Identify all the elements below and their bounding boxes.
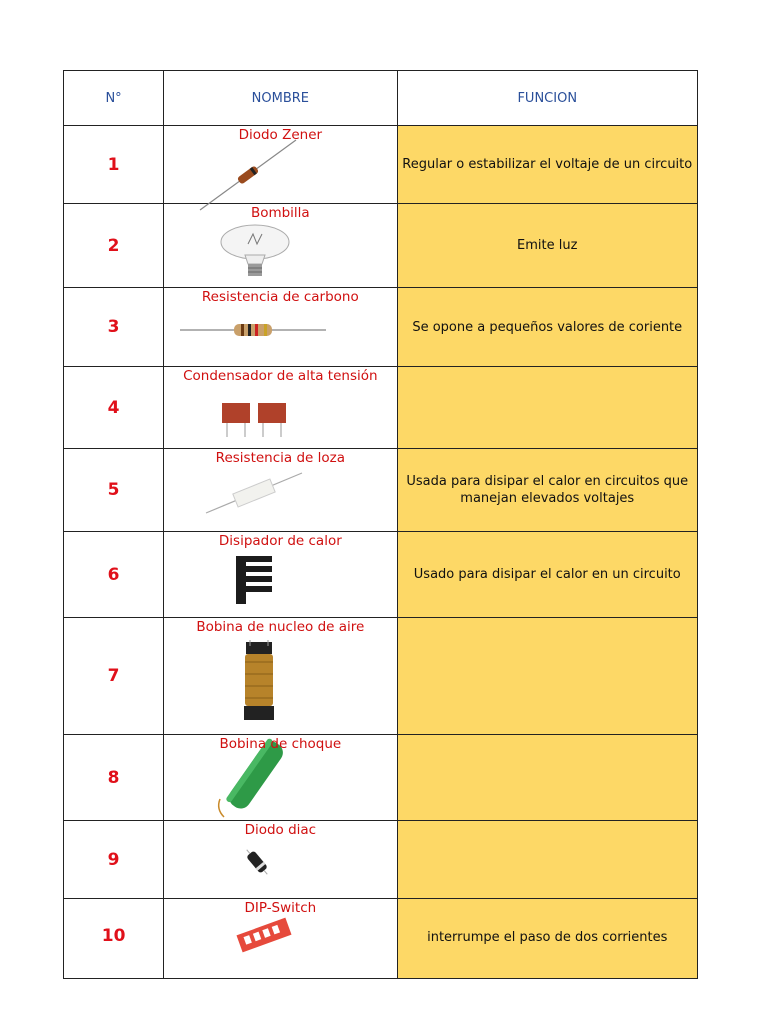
row-number: 8 xyxy=(64,735,164,821)
table-row xyxy=(64,735,698,821)
row-function: interrumpe el paso de dos corrientes xyxy=(397,899,697,979)
components-table xyxy=(63,70,698,979)
row-number: 9 xyxy=(64,821,164,899)
row-name: DIP-Switch xyxy=(244,900,317,916)
high-voltage-capacitor-icon xyxy=(220,401,290,441)
row-name: Diodo Zener xyxy=(238,127,323,143)
row-name-cell xyxy=(164,449,397,532)
row-name-cell xyxy=(164,126,397,204)
row-number: 5 xyxy=(64,449,164,532)
row-name: Disipador de calor xyxy=(218,533,342,549)
row-function: Usada para disipar el calor en circuitos que manejan elevados voltajes xyxy=(397,449,697,532)
row-name: Resistencia de loza xyxy=(215,450,345,466)
row-number: 7 xyxy=(64,618,164,735)
row-name-cell xyxy=(164,821,397,899)
row-function xyxy=(397,367,697,449)
diac-diode-icon xyxy=(242,845,272,879)
row-name-cell xyxy=(164,532,397,618)
header-number: N° xyxy=(64,71,164,126)
row-name: Condensador de alta tensión xyxy=(183,368,378,384)
row-name-cell xyxy=(164,899,397,979)
table-row xyxy=(64,899,698,979)
row-function: Emite luz xyxy=(397,204,697,288)
row-number: 3 xyxy=(64,288,164,367)
row-name: Bobina de choque xyxy=(219,736,342,752)
row-name-cell xyxy=(164,288,397,367)
row-number: 1 xyxy=(64,126,164,204)
header-function: FUNCION xyxy=(397,71,697,126)
header-row xyxy=(64,71,698,126)
row-number: 6 xyxy=(64,532,164,618)
row-name-cell xyxy=(164,618,397,735)
row-name-cell xyxy=(164,204,397,288)
row-name: Resistencia de carbono xyxy=(201,289,359,305)
row-function xyxy=(397,618,697,735)
row-function: Regular o estabilizar el voltaje de un circuito xyxy=(397,126,697,204)
row-name: Bombilla xyxy=(250,205,310,221)
ceramic-resistor-icon xyxy=(204,471,304,515)
table-row xyxy=(64,204,698,288)
carbon-resistor-icon xyxy=(180,322,326,338)
table-row xyxy=(64,618,698,735)
dip-switch-icon xyxy=(234,921,294,951)
components-sheet xyxy=(63,70,698,946)
heat-sink-icon xyxy=(232,552,276,608)
row-number: 10 xyxy=(64,899,164,979)
air-core-coil-icon xyxy=(238,640,280,724)
table-row xyxy=(64,288,698,367)
table-row xyxy=(64,821,698,899)
zener-diode-icon xyxy=(198,136,298,214)
row-name: Diodo diac xyxy=(244,822,317,838)
row-function: Usado para disipar el calor en un circuito xyxy=(397,532,697,618)
row-name: Bobina de nucleo de aire xyxy=(196,619,365,635)
row-name-cell xyxy=(164,735,397,821)
table-row xyxy=(64,126,698,204)
table-row xyxy=(64,532,698,618)
row-name-cell xyxy=(164,367,397,449)
row-function xyxy=(397,821,697,899)
light-bulb-icon xyxy=(218,222,292,280)
table-row xyxy=(64,449,698,532)
row-number: 4 xyxy=(64,367,164,449)
row-number: 2 xyxy=(64,204,164,288)
header-name: NOMBRE xyxy=(164,71,397,126)
row-function xyxy=(397,735,697,821)
table-row xyxy=(64,367,698,449)
row-function: Se opone a pequeños valores de coriente xyxy=(397,288,697,367)
